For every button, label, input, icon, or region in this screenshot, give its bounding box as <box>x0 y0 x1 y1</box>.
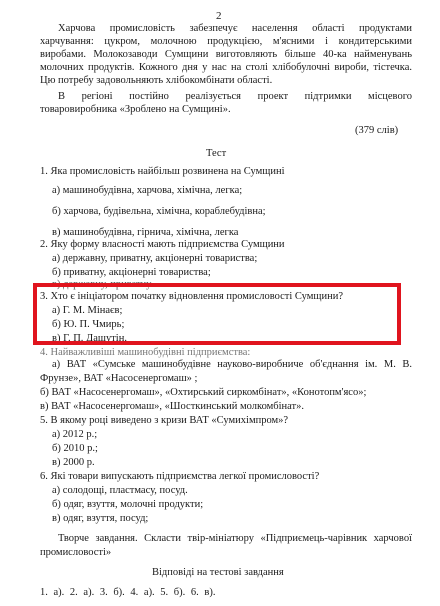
q3-option-c: в) Г. П. Дашутін. <box>52 333 127 344</box>
page-number: 2 <box>216 10 222 22</box>
intro-line-1: Харчова промисловість забезпечує населення області продуктами <box>58 23 412 34</box>
q1-option-c: в) машинобудівна, гірнича, хімічна, легка <box>52 227 239 238</box>
intro-line-2: харчування: цукром, молочною продукцією, м'ясними і кондитерськими <box>40 36 412 47</box>
q5-option-a: а) 2012 р.; <box>52 429 98 440</box>
q6-question: 6. Які товари випускають підприємства легкої промисловості? <box>40 471 320 482</box>
q6-option-b: б) одяг, взуття, молочні продукти; <box>52 499 204 510</box>
intro-line-6: В регіоні постійно реалізується проект підтримки місцевого <box>58 91 412 102</box>
test-heading: Тест <box>206 148 227 159</box>
q2-option-b: б) приватну, акціонерні товариства; <box>52 267 211 278</box>
q1-question: 1. Яка промисловість найбільш розвинена на Сумщині <box>40 166 285 177</box>
creative-task-line-1: Творче завдання. Скласти твір-мініатюру «Підприємець-чарівник харчової <box>58 533 412 544</box>
q2-option-a: а) державну, приватну, акціонерні товариства; <box>52 253 258 264</box>
q5-option-b: б) 2010 р.; <box>52 443 98 454</box>
intro-line-3: виробами. Молокозаводи Сумщини виготовляють більше 40-ка найменувань <box>40 49 412 60</box>
q4-question: 4. Найважливіші машинобудівні підприємства: <box>40 347 251 358</box>
q4-line-1: а) ВАТ «Сумське машинобудівне науково-виробниче об'єднання ім. М. В. <box>52 359 412 370</box>
highlight-box <box>33 283 401 345</box>
q3-question: 3. Хто є ініціатором початку відновлення промисловості Сумщини? <box>40 291 343 302</box>
q2-question: 2. Яку форму власності мають підприємства Сумщини <box>40 239 285 250</box>
answers-heading: Відповіді на тестові завдання <box>152 567 284 578</box>
q3-option-b: б) Ю. П. Чмирь; <box>52 319 125 330</box>
intro-line-4: молочних продуктів. Кожного дня у нас на столі хлібобулочні вироби, тістечка. <box>40 62 412 73</box>
q4-line-3: б) ВАТ «Насосенергомаш», «Охтирський сиркомбінат», «Конотопм'ясо»; <box>40 387 367 398</box>
creative-task-line-2: промисловості» <box>40 547 112 558</box>
intro-line-7: товаровиробника «Зроблено на Сумщині». <box>40 104 231 115</box>
intro-line-5: Цю потребу задовольняють хлібокомбінати області. <box>40 75 273 86</box>
q6-option-a: а) солодощі, пластмасу, посуд. <box>52 485 188 496</box>
q3-option-a: а) Г. М. Мінаєв; <box>52 305 123 316</box>
q5-question: 5. В якому році виведено з кризи ВАТ «Сумихімпром»? <box>40 415 289 426</box>
answers-list: 1. а). 2. а). 3. б). 4. а). 5. б). 6. в). <box>40 587 216 598</box>
q4-line-4: в) ВАТ «Насосенергомаш», «Шосткинський молкомбінат». <box>40 401 305 412</box>
q4-line-2: Фрунзе», ВАТ «Насосенергомаш» ; <box>40 373 198 384</box>
q6-option-c: в) одяг, взуття, посуд; <box>52 513 149 524</box>
q1-option-b: б) харчова, будівельна, хімічна, кораблебудівна; <box>52 206 266 217</box>
q5-option-c: в) 2000 р. <box>52 457 95 468</box>
q1-option-a: а) машинобудівна, харчова, хімічна, легка; <box>52 185 243 196</box>
word-count: (379 слів) <box>355 125 399 136</box>
q2-option-c: в) державну, приватну. <box>52 279 154 290</box>
